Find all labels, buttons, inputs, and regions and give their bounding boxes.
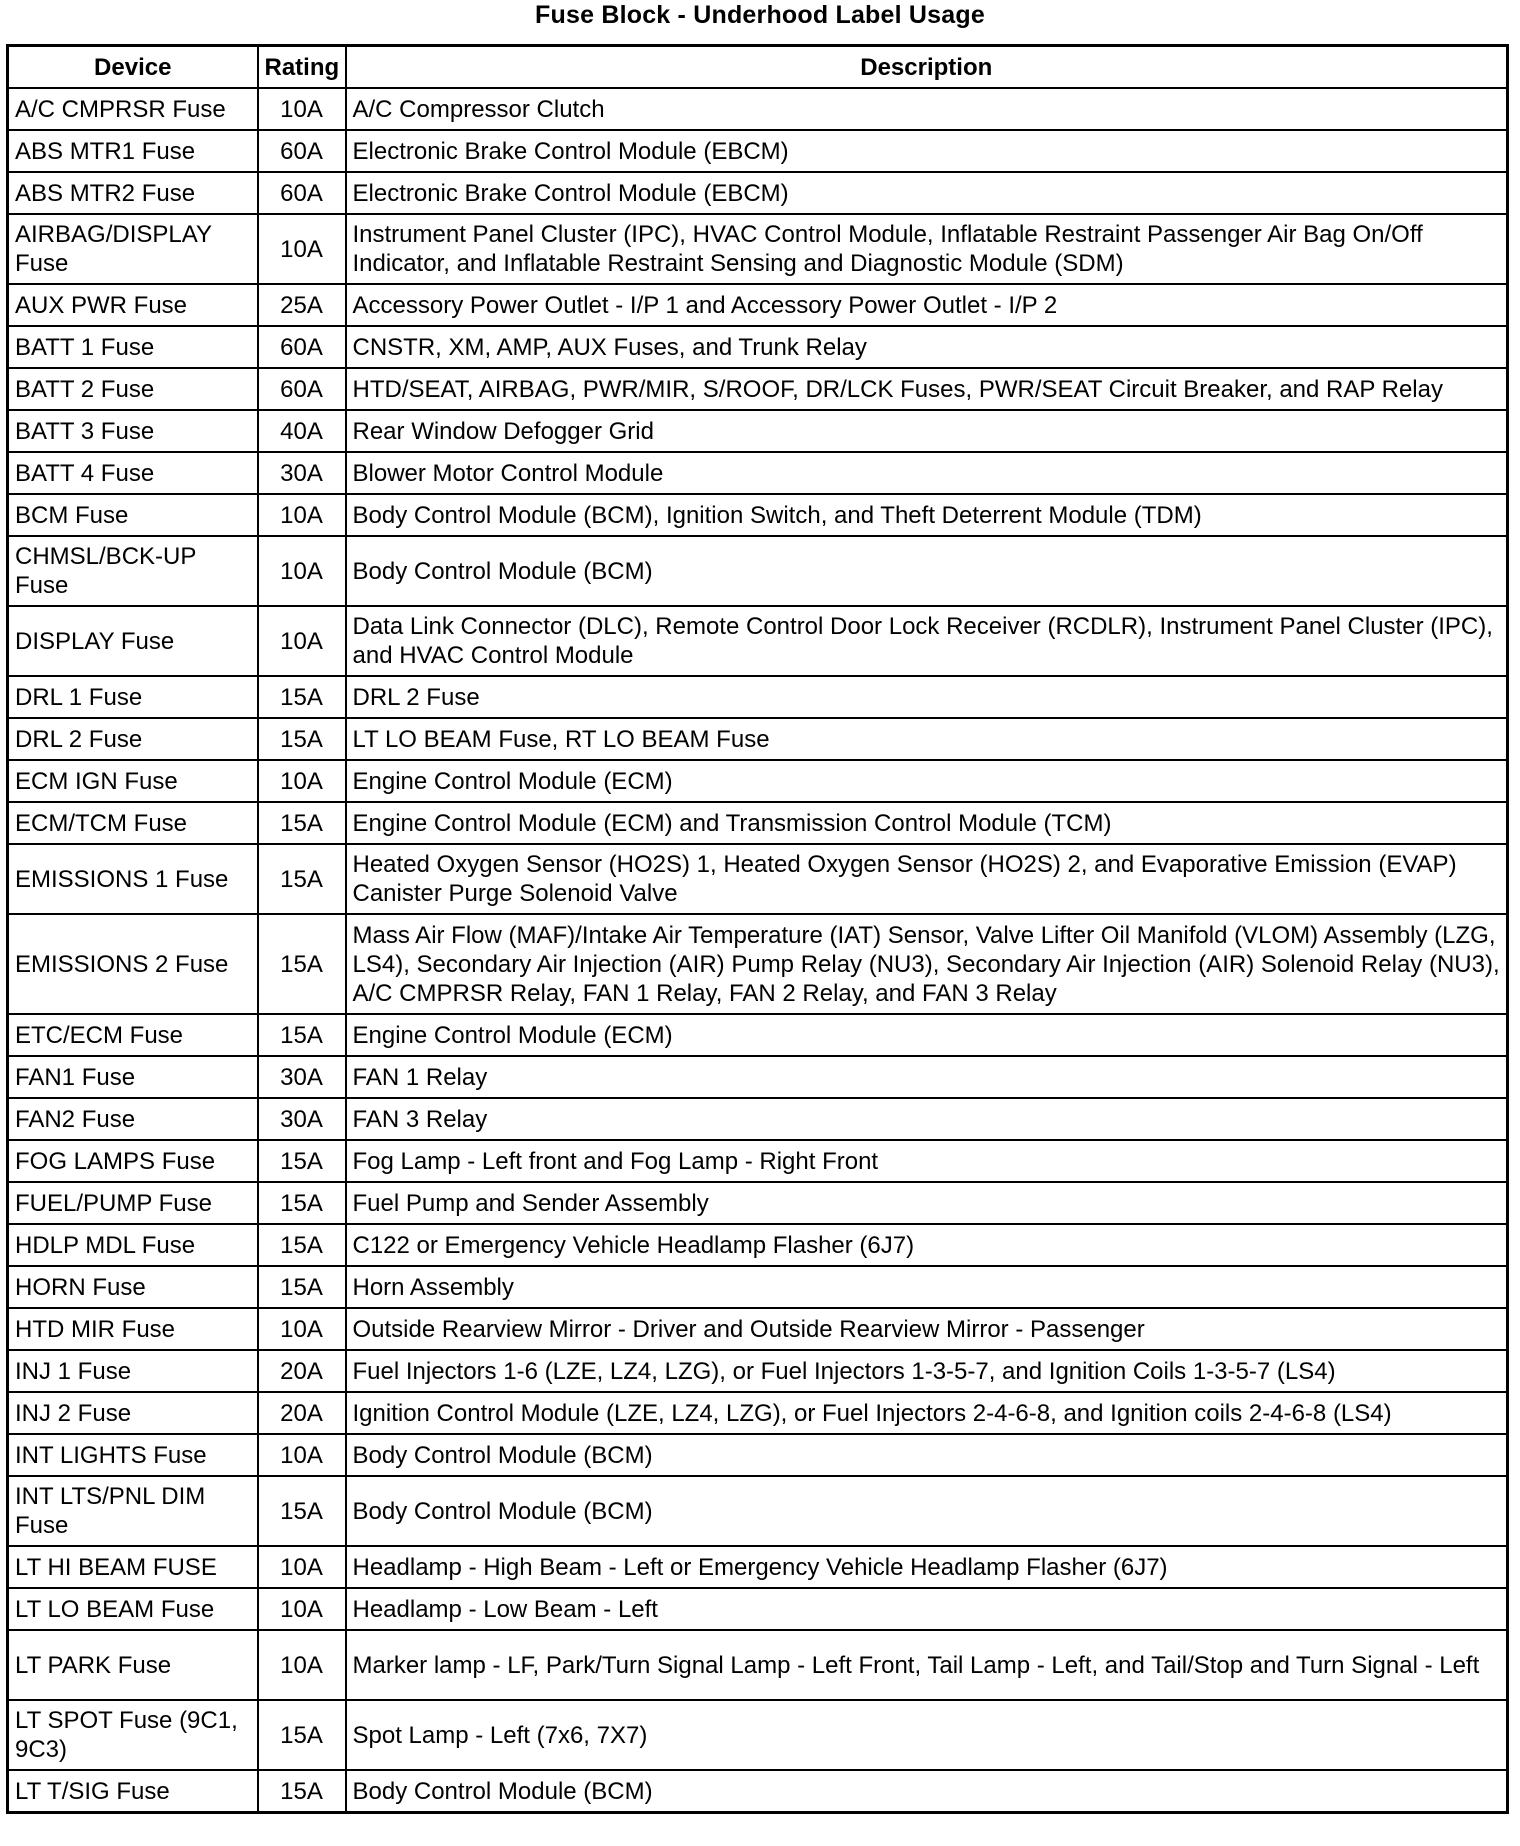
table-row: [8, 1224, 1508, 1266]
table-row: [8, 172, 1508, 214]
rating-cell: 30A: [258, 452, 346, 494]
rating-cell: 10A: [258, 1308, 346, 1350]
description-cell: Horn Assembly: [346, 1266, 1508, 1308]
description-cell: Fuel Injectors 1-6 (LZE, LZ4, LZG), or Fuel Injectors 1-3-5-7, and Ignition Coils 1-3-5-7 (LS4): [346, 1350, 1508, 1392]
description-column-header: Description: [346, 46, 1508, 89]
device-cell: EMISSIONS 2 Fuse: [8, 914, 258, 1014]
description-cell: Body Control Module (BCM): [346, 536, 1508, 606]
device-cell: BCM Fuse: [8, 494, 258, 536]
rating-cell: 10A: [258, 1546, 346, 1588]
device-cell: HDLP MDL Fuse: [8, 1224, 258, 1266]
table-row: [8, 1350, 1508, 1392]
device-cell: EMISSIONS 1 Fuse: [8, 844, 258, 914]
description-cell: Body Control Module (BCM): [346, 1434, 1508, 1476]
rating-cell: 15A: [258, 914, 346, 1014]
table-row: [8, 494, 1508, 536]
rating-cell: 10A: [258, 606, 346, 676]
table-row: [8, 914, 1508, 1014]
rating-cell: 10A: [258, 1588, 346, 1630]
device-cell: FUEL/PUMP Fuse: [8, 1182, 258, 1224]
description-cell: CNSTR, XM, AMP, AUX Fuses, and Trunk Relay: [346, 326, 1508, 368]
table-row: [8, 1308, 1508, 1350]
description-cell: Body Control Module (BCM): [346, 1476, 1508, 1546]
rating-cell: 20A: [258, 1350, 346, 1392]
description-cell: Blower Motor Control Module: [346, 452, 1508, 494]
table-row: [8, 536, 1508, 606]
description-cell: Marker lamp - LF, Park/Turn Signal Lamp - Left Front, Tail Lamp - Left, and Tail/Stop and Turn Signal - Left: [346, 1630, 1508, 1700]
description-cell: A/C Compressor Clutch: [346, 88, 1508, 130]
table-row: [8, 1266, 1508, 1308]
device-cell: ETC/ECM Fuse: [8, 1014, 258, 1056]
description-cell: Headlamp - Low Beam - Left: [346, 1588, 1508, 1630]
device-cell: FOG LAMPS Fuse: [8, 1140, 258, 1182]
description-cell: LT LO BEAM Fuse, RT LO BEAM Fuse: [346, 718, 1508, 760]
description-cell: Accessory Power Outlet - I/P 1 and Accessory Power Outlet - I/P 2: [346, 284, 1508, 326]
device-cell: FAN1 Fuse: [8, 1056, 258, 1098]
device-cell: ECM IGN Fuse: [8, 760, 258, 802]
rating-cell: 60A: [258, 368, 346, 410]
table-row: [8, 802, 1508, 844]
rating-cell: 15A: [258, 1014, 346, 1056]
description-cell: Body Control Module (BCM), Ignition Switch, and Theft Deterrent Module (TDM): [346, 494, 1508, 536]
table-row: [8, 1630, 1508, 1700]
description-cell: Engine Control Module (ECM): [346, 1014, 1508, 1056]
device-cell: INJ 2 Fuse: [8, 1392, 258, 1434]
table-row: [8, 368, 1508, 410]
rating-cell: 15A: [258, 802, 346, 844]
device-cell: DRL 2 Fuse: [8, 718, 258, 760]
device-cell: HTD MIR Fuse: [8, 1308, 258, 1350]
description-cell: Mass Air Flow (MAF)/Intake Air Temperature (IAT) Sensor, Valve Lifter Oil Manifold (VLOM) Assembly (LZG, LS4), Secondary Air Injection (AIR) Pump Relay (NU3), Secondary Air Injection (AIR) Solenoid Relay (NU3), A/C CMPRSR Relay, FAN 1 Relay, FAN 2 Relay, and FAN 3 Relay: [346, 914, 1508, 1014]
table-row: [8, 760, 1508, 802]
description-cell: Data Link Connector (DLC), Remote Control Door Lock Receiver (RCDLR), Instrument Panel Cluster (IPC), and HVAC Control Module: [346, 606, 1508, 676]
rating-cell: 15A: [258, 844, 346, 914]
device-cell: LT HI BEAM FUSE: [8, 1546, 258, 1588]
device-column-header: Device: [8, 46, 258, 89]
table-row: [8, 718, 1508, 760]
table-row: [8, 1056, 1508, 1098]
description-cell: Fuel Pump and Sender Assembly: [346, 1182, 1508, 1224]
table-row: [8, 1392, 1508, 1434]
rating-cell: 10A: [258, 88, 346, 130]
description-cell: Body Control Module (BCM): [346, 1770, 1508, 1813]
table-row: [8, 1588, 1508, 1630]
device-cell: BATT 2 Fuse: [8, 368, 258, 410]
table-row: [8, 844, 1508, 914]
table-row: [8, 1182, 1508, 1224]
rating-cell: 60A: [258, 172, 346, 214]
device-cell: ABS MTR1 Fuse: [8, 130, 258, 172]
device-cell: INT LTS/PNL DIM Fuse: [8, 1476, 258, 1546]
fuse-table: [6, 44, 1509, 1814]
header-row: [8, 46, 1508, 89]
table-row: [8, 1700, 1508, 1770]
description-cell: Fog Lamp - Left front and Fog Lamp - Right Front: [346, 1140, 1508, 1182]
description-cell: Outside Rearview Mirror - Driver and Outside Rearview Mirror - Passenger: [346, 1308, 1508, 1350]
device-cell: DRL 1 Fuse: [8, 676, 258, 718]
device-cell: BATT 4 Fuse: [8, 452, 258, 494]
description-cell: FAN 1 Relay: [346, 1056, 1508, 1098]
table-row: [8, 1140, 1508, 1182]
rating-cell: 60A: [258, 326, 346, 368]
device-cell: BATT 1 Fuse: [8, 326, 258, 368]
device-cell: BATT 3 Fuse: [8, 410, 258, 452]
description-cell: Engine Control Module (ECM) and Transmission Control Module (TCM): [346, 802, 1508, 844]
rating-cell: 30A: [258, 1056, 346, 1098]
rating-cell: 10A: [258, 760, 346, 802]
table-body: [8, 88, 1508, 1813]
device-cell: INT LIGHTS Fuse: [8, 1434, 258, 1476]
rating-cell: 15A: [258, 1476, 346, 1546]
rating-cell: 15A: [258, 1266, 346, 1308]
table-row: [8, 1546, 1508, 1588]
description-cell: DRL 2 Fuse: [346, 676, 1508, 718]
rating-cell: 15A: [258, 676, 346, 718]
description-cell: FAN 3 Relay: [346, 1098, 1508, 1140]
device-cell: DISPLAY Fuse: [8, 606, 258, 676]
table-row: [8, 676, 1508, 718]
device-cell: LT SPOT Fuse (9C1, 9C3): [8, 1700, 258, 1770]
rating-column-header: Rating: [258, 46, 346, 89]
device-cell: A/C CMPRSR Fuse: [8, 88, 258, 130]
device-cell: CHMSL/BCK-UP Fuse: [8, 536, 258, 606]
description-cell: Electronic Brake Control Module (EBCM): [346, 172, 1508, 214]
rating-cell: 20A: [258, 1392, 346, 1434]
rating-cell: 60A: [258, 130, 346, 172]
description-cell: HTD/SEAT, AIRBAG, PWR/MIR, S/ROOF, DR/LCK Fuses, PWR/SEAT Circuit Breaker, and RAP Relay: [346, 368, 1508, 410]
device-cell: INJ 1 Fuse: [8, 1350, 258, 1392]
table-row: [8, 410, 1508, 452]
rating-cell: 25A: [258, 284, 346, 326]
device-cell: LT PARK Fuse: [8, 1630, 258, 1700]
rating-cell: 10A: [258, 494, 346, 536]
device-cell: FAN2 Fuse: [8, 1098, 258, 1140]
table-row: [8, 130, 1508, 172]
description-cell: Heated Oxygen Sensor (HO2S) 1, Heated Oxygen Sensor (HO2S) 2, and Evaporative Emission (EVAP) Canister Purge Solenoid Valve: [346, 844, 1508, 914]
description-cell: C122 or Emergency Vehicle Headlamp Flasher (6J7): [346, 1224, 1508, 1266]
rating-cell: 30A: [258, 1098, 346, 1140]
table-row: [8, 452, 1508, 494]
description-cell: Rear Window Defogger Grid: [346, 410, 1508, 452]
rating-cell: 10A: [258, 214, 346, 284]
table-row: [8, 1014, 1508, 1056]
table-row: [8, 1098, 1508, 1140]
table-row: [8, 284, 1508, 326]
rating-cell: 15A: [258, 718, 346, 760]
description-cell: Instrument Panel Cluster (IPC), HVAC Control Module, Inflatable Restraint Passenger Air Bag On/Off Indicator, and Inflatable Restraint Sensing and Diagnostic Module (SDM): [346, 214, 1508, 284]
rating-cell: 10A: [258, 1630, 346, 1700]
device-cell: LT LO BEAM Fuse: [8, 1588, 258, 1630]
rating-cell: 10A: [258, 536, 346, 606]
rating-cell: 15A: [258, 1770, 346, 1813]
table-row: [8, 88, 1508, 130]
table-row: [8, 214, 1508, 284]
rating-cell: 15A: [258, 1224, 346, 1266]
description-cell: Spot Lamp - Left (7x6, 7X7): [346, 1700, 1508, 1770]
device-cell: LT T/SIG Fuse: [8, 1770, 258, 1813]
table-header: [8, 46, 1508, 89]
rating-cell: 15A: [258, 1182, 346, 1224]
device-cell: AUX PWR Fuse: [8, 284, 258, 326]
description-cell: Engine Control Module (ECM): [346, 760, 1508, 802]
rating-cell: 10A: [258, 1434, 346, 1476]
rating-cell: 40A: [258, 410, 346, 452]
rating-cell: 15A: [258, 1140, 346, 1182]
device-cell: ABS MTR2 Fuse: [8, 172, 258, 214]
description-cell: Ignition Control Module (LZE, LZ4, LZG), or Fuel Injectors 2-4-6-8, and Ignition coils 2-4-6-8 (LS4): [346, 1392, 1508, 1434]
device-cell: HORN Fuse: [8, 1266, 258, 1308]
table-row: [8, 1770, 1508, 1813]
page-title: Fuse Block - Underhood Label Usage: [535, 1, 985, 29]
table-row: [8, 1476, 1508, 1546]
table-row: [8, 606, 1508, 676]
description-cell: Electronic Brake Control Module (EBCM): [346, 130, 1508, 172]
table-row: [8, 326, 1508, 368]
rating-cell: 15A: [258, 1700, 346, 1770]
device-cell: AIRBAG/DISPLAY Fuse: [8, 214, 258, 284]
description-cell: Headlamp - High Beam - Left or Emergency Vehicle Headlamp Flasher (6J7): [346, 1546, 1508, 1588]
device-cell: ECM/TCM Fuse: [8, 802, 258, 844]
table-row: [8, 1434, 1508, 1476]
